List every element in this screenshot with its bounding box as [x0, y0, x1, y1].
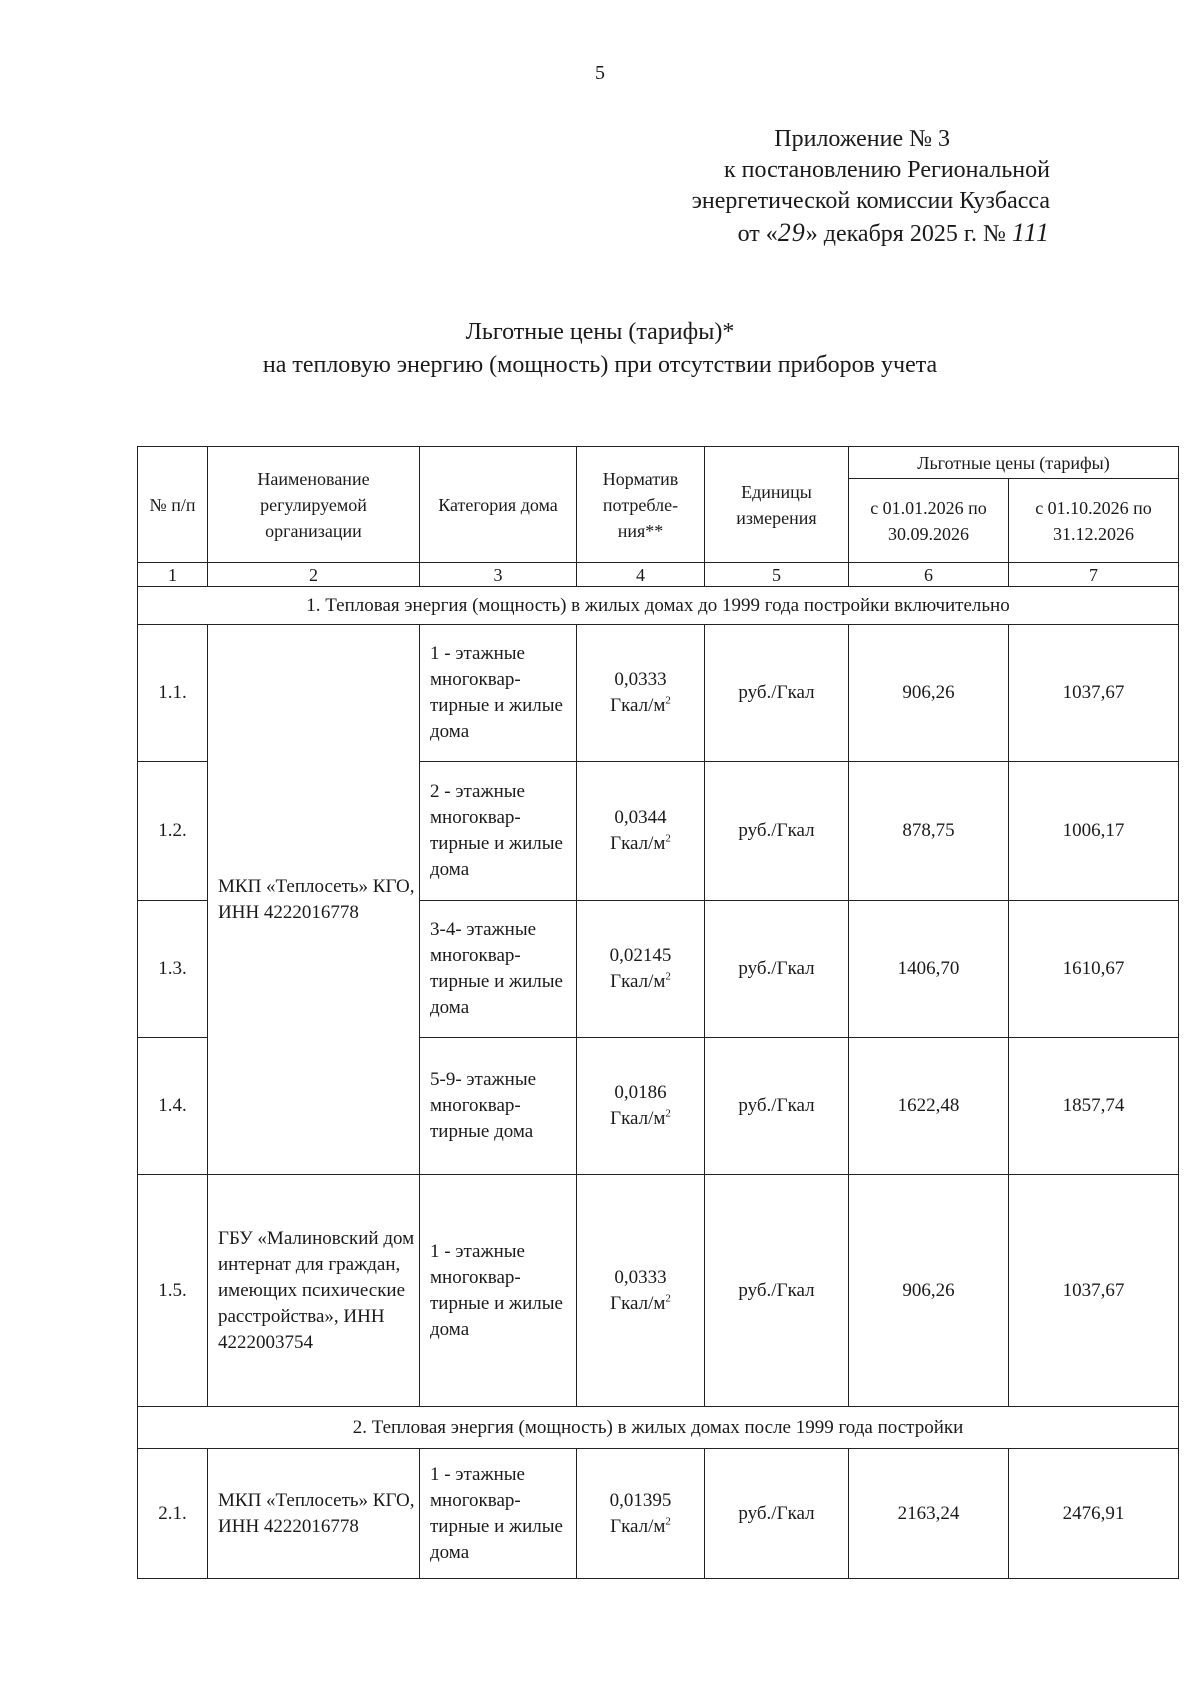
header-prices-group: Льготные цены (тарифы): [849, 447, 1179, 479]
norm-unit-sup: 2: [665, 970, 671, 983]
norm-unit-sup: 2: [665, 832, 671, 845]
units: руб./Гкал: [705, 625, 849, 762]
handwritten-day: 29: [777, 218, 806, 247]
table-header-row: [138, 447, 1179, 479]
section-2-title: 2. Тепловая энергия (мощность) в жилых домах после 1999 года постройки: [138, 1407, 1179, 1449]
column-numbers-row: [138, 563, 1179, 587]
norm-unit-sup: 2: [665, 1515, 671, 1528]
norm-unit: Гкал/м: [610, 1515, 666, 1537]
row-num: 1.2.: [138, 762, 208, 901]
section-row: [138, 1407, 1179, 1449]
date-middle: » декабря 2025 г. №: [805, 221, 1006, 247]
norm-unit: Гкал/м: [610, 971, 666, 992]
org-name: МКП «Теплосеть» КГО, ИНН 4222016778: [208, 1449, 420, 1579]
norm-unit-sup: 2: [665, 1292, 671, 1305]
norm-value: 0,02145: [609, 945, 672, 966]
header-num: № п/п: [138, 447, 208, 563]
norm-value: 0,01395: [609, 1489, 672, 1511]
row-num: 2.1.: [138, 1449, 208, 1579]
norm-unit: Гкал/м: [610, 1108, 666, 1129]
row-num: 1.3.: [138, 901, 208, 1038]
handwritten-number: 111: [1011, 218, 1050, 247]
norm-value: 0,0186: [614, 1082, 667, 1103]
column-number: 5: [705, 563, 849, 587]
appendix-date: [630, 217, 1050, 250]
title-line-1: Льготные цены (тарифы)*: [465, 319, 735, 345]
norm-cell: [577, 1038, 705, 1175]
date-prefix: от «: [737, 221, 778, 247]
norm-value: 0,0333: [614, 1266, 667, 1288]
house-category: 5-9- этажные многоквар-тирные дома: [420, 1038, 577, 1175]
header-units: Единицы измерения: [705, 447, 849, 563]
house-category: 1 - этажные многоквар-тирные и жилые дома: [420, 1175, 577, 1407]
house-category: 1 - этажные многоквар-тирные и жилые дома: [420, 625, 577, 762]
appendix-title: Приложение № 3: [774, 126, 950, 152]
units: руб./Гкал: [705, 762, 849, 901]
units: руб./Гкал: [705, 1449, 849, 1579]
norm-unit: Гкал/м: [610, 833, 666, 854]
price-period-2: 2476,91: [1009, 1449, 1179, 1579]
column-number: 4: [577, 563, 705, 587]
org-name: МКП «Теплосеть» КГО, ИНН 4222016778: [208, 625, 420, 1175]
appendix-commission: энергетической комиссии Кузбасса: [691, 188, 1050, 214]
table-row: [138, 625, 1179, 762]
norm-unit-sup: 2: [665, 1107, 671, 1120]
column-number: 7: [1009, 563, 1179, 587]
row-num: 1.4.: [138, 1038, 208, 1175]
norm-unit: Гкал/м: [610, 695, 666, 716]
column-number: 1: [138, 563, 208, 587]
column-number: 6: [849, 563, 1009, 587]
section-row: [138, 587, 1179, 625]
table-row: [138, 1449, 1179, 1579]
price-period-2: 1610,67: [1009, 901, 1179, 1038]
page-number: 5: [595, 62, 605, 84]
units: руб./Гкал: [705, 1038, 849, 1175]
norm-cell: [577, 625, 705, 762]
norm-value: 0,0333: [614, 669, 667, 690]
price-period-2: 1037,67: [1009, 625, 1179, 762]
header-category: Категория дома: [420, 447, 577, 563]
price-period-1: 906,26: [849, 1175, 1009, 1407]
price-period-1: 906,26: [849, 625, 1009, 762]
norm-value: 0,0344: [614, 807, 667, 828]
org-name: ГБУ «Малиновский дом интернат для граждан, имеющих психические расстройства», ИНН 4222003754: [208, 1175, 420, 1407]
price-period-1: 1406,70: [849, 901, 1009, 1038]
norm-cell: [577, 1449, 705, 1579]
price-period-2: 1037,67: [1009, 1175, 1179, 1407]
column-number: 3: [420, 563, 577, 587]
house-category: 1 - этажные многоквар-тирные и жилые дома: [420, 1449, 577, 1579]
units: руб./Гкал: [705, 901, 849, 1038]
price-period-1: 878,75: [849, 762, 1009, 901]
norm-unit-sup: 2: [665, 694, 671, 707]
tariff-table: [137, 446, 1179, 1579]
document-title: [0, 316, 1200, 382]
appendix-header: [630, 124, 1050, 250]
price-period-1: 1622,48: [849, 1038, 1009, 1175]
row-num: 1.1.: [138, 625, 208, 762]
row-num: 1.5.: [138, 1175, 208, 1407]
header-org: Наименование регулируемой организации: [208, 447, 420, 563]
house-category: 3-4- этажные многоквар-тирные и жилые дома: [420, 901, 577, 1038]
column-number: 2: [208, 563, 420, 587]
header-period-2: с 01.10.2026 по 31.12.2026: [1009, 479, 1179, 563]
price-period-1: 2163,24: [849, 1449, 1009, 1579]
appendix-resolution: к постановлению Региональной: [724, 157, 1050, 183]
header-norm: Норматив потребле-ния**: [577, 447, 705, 563]
norm-cell: [577, 1175, 705, 1407]
section-1-title: 1. Тепловая энергия (мощность) в жилых домах до 1999 года постройки включительно: [138, 587, 1179, 625]
table-row: [138, 1175, 1179, 1407]
title-line-2: на тепловую энергию (мощность) при отсутствии приборов учета: [262, 352, 938, 378]
norm-unit: Гкал/м: [610, 1292, 666, 1314]
norm-cell: [577, 762, 705, 901]
norm-cell: [577, 901, 705, 1038]
price-period-2: 1006,17: [1009, 762, 1179, 901]
header-period-1: с 01.01.2026 по 30.09.2026: [849, 479, 1009, 563]
units: руб./Гкал: [705, 1175, 849, 1407]
price-period-2: 1857,74: [1009, 1038, 1179, 1175]
house-category: 2 - этажные многоквар-тирные и жилые дома: [420, 762, 577, 901]
